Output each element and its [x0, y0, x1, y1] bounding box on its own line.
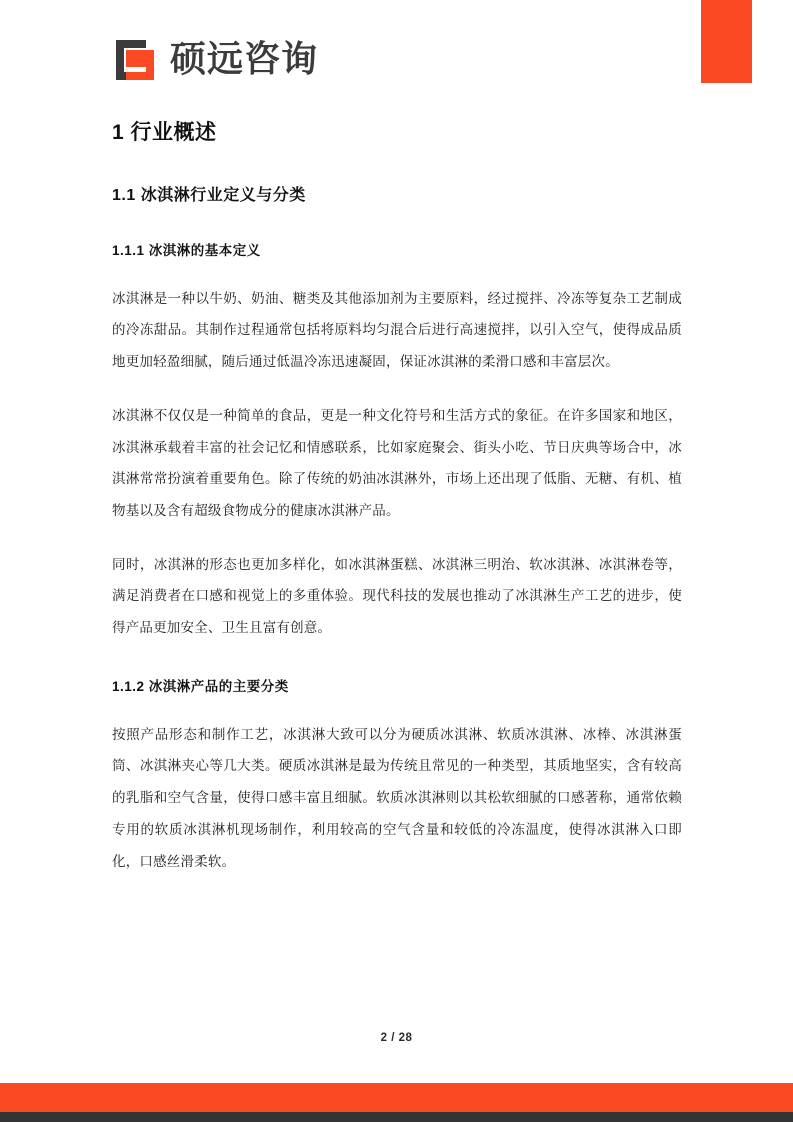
heading-subsection-1-1-2: 1.1.2 冰淇淋产品的主要分类 [112, 678, 289, 694]
paragraph: 冰淇淋不仅仅是一种简单的食品，更是一种文化符号和生活方式的象征。在许多国家和地区，冰淇淋承载着丰富的社会记忆和情感联系，比如家庭聚会、街头小吃、节日庆典等场合中，冰淇淋常常扮演着重要角色。除了传统的奶油冰淇淋外，市场上还出现了低脂、无糖、有机、植物基以及含有超级食物成分的健康冰淇淋产品。 [112, 407, 682, 518]
heading-chapter-1: 1 行业概述 [112, 121, 217, 144]
page-content-column [112, 0, 682, 877]
brand-logo-text: 硕远咨询 [170, 39, 319, 80]
top-right-accent-block [701, 0, 752, 83]
paragraph: 冰淇淋是一种以牛奶、奶油、糖类及其他添加剂为主要原料，经过搅拌、冷冻等复杂工艺制成的冷冻甜品。其制作过程通常包括将原料均匀混合后进行高速搅拌，以引入空气，使得成品质地更加轻盈细腻，随后通过低温冷冻迅速凝固，保证冰淇淋的柔滑口感和丰富层次。 [112, 290, 682, 370]
page-number: 2 / 28 [380, 1032, 413, 1044]
brand-logo [112, 0, 682, 88]
bottom-dark-band [0, 1112, 793, 1122]
heading-section-1-1: 1.1 冰淇淋行业定义与分类 [112, 187, 306, 205]
paragraph: 同时，冰淇淋的形态也更加多样化，如冰淇淋蛋糕、冰淇淋三明治、软冰淇淋、冰淇淋卷等，满足消费者在口感和视觉上的多重体验。现代科技的发展也推动了冰淇淋生产工艺的进步，使得产品更加安全、卫生且富有创意。 [112, 556, 682, 636]
paragraph: 按照产品形态和制作工艺，冰淇淋大致可以分为硬质冰淇淋、软质冰淇淋、冰棒、冰淇淋蛋筒、冰淇淋夹心等几大类。硬质冰淇淋是最为传统且常见的一种类型，其质地坚实，含有较高的乳脂和空气含量，使得口感丰富且细腻。软质冰淇淋则以其松软细腻的口感著称，通常依赖专用的软质冰淇淋机现场制作，利用较高的空气含量和较低的冷冻温度，使得冰淇淋入口即化，口感丝滑柔软。 [112, 726, 682, 869]
bottom-orange-band [0, 1083, 793, 1112]
shuoyuan-square-bracket-logo-icon [112, 38, 158, 82]
heading-subsection-1-1-1: 1.1.1 冰淇淋的基本定义 [112, 242, 261, 258]
